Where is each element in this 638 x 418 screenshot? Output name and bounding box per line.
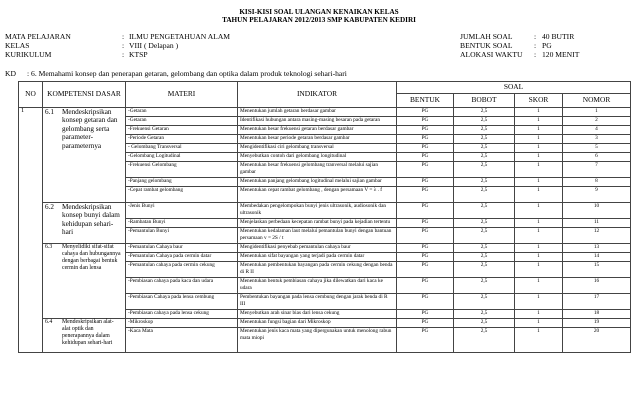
materi-cell: -Panjang gelombang bbox=[126, 178, 238, 187]
nomor-cell: 15 bbox=[563, 262, 631, 278]
meta-key-time-allocation: ALOKASI WAKTU bbox=[460, 50, 523, 60]
header-kompetensi: KOMPETENSI DASAR bbox=[43, 82, 126, 108]
materi-cell: -Getaran bbox=[126, 117, 238, 126]
bobot-cell: 2,5 bbox=[454, 219, 515, 228]
skor-cell: 1 bbox=[515, 253, 563, 262]
nomor-cell: 8 bbox=[563, 178, 631, 187]
meta-key-curriculum: KURIKULUM bbox=[5, 50, 52, 60]
meta-block bbox=[5, 32, 635, 60]
bentuk-cell: PG bbox=[397, 108, 454, 117]
skor-cell: 1 bbox=[515, 219, 563, 228]
indikator-cell: Menentukan fungsi bagian dari Mikroskop bbox=[238, 319, 397, 328]
indikator-cell: Membedakan pengelompokan bunyi jenis ultrasonik, audiosonik dan ultrasonik bbox=[238, 203, 397, 219]
meta-value-time-allocation: 120 MENIT bbox=[542, 50, 580, 60]
skor-cell: 1 bbox=[515, 108, 563, 117]
bobot-cell: 2,5 bbox=[454, 253, 515, 262]
bobot-cell: 2,5 bbox=[454, 178, 515, 187]
header-nomor: NOMOR bbox=[563, 94, 631, 108]
document-subtitle: TAHUN PELAJARAN 2012/2013 SMP KABUPATEN KEDIRI bbox=[222, 16, 416, 24]
indikator-cell: Menentukan panjang gelombang logitudinal melalui sajian gambar bbox=[238, 178, 397, 187]
bentuk-cell: PG bbox=[397, 253, 454, 262]
skor-cell: 1 bbox=[515, 126, 563, 135]
indikator-cell: Mengidentifikasi penyebab pemantulan cahaya baur bbox=[238, 244, 397, 253]
materi-cell: -Gelombang Logitudinal bbox=[126, 153, 238, 162]
meta-key-question-form: BENTUK SOAL bbox=[460, 41, 513, 51]
table-row bbox=[19, 244, 631, 253]
document-title: KISI-KISI SOAL ULANGAN KENAIKAN KELAS bbox=[239, 8, 399, 16]
nomor-cell: 10 bbox=[563, 203, 631, 219]
kd-value: : 6. Memahami konsep dan penerapan getaran, gelombang dan optika dalam produk teknologi sehari-hari bbox=[27, 69, 347, 78]
bobot-cell: 2,5 bbox=[454, 162, 515, 178]
materi-cell: -Cepat rambat gelombang bbox=[126, 187, 238, 203]
bentuk-cell: PG bbox=[397, 278, 454, 294]
competency-number: 6.1 bbox=[45, 108, 54, 116]
header-materi: MATERI bbox=[126, 82, 238, 108]
bentuk-cell: PG bbox=[397, 178, 454, 187]
bentuk-cell: PG bbox=[397, 328, 454, 353]
table-row bbox=[19, 203, 631, 219]
nomor-cell: 16 bbox=[563, 278, 631, 294]
competency-number: 6.4 bbox=[45, 319, 53, 325]
nomor-cell: 6 bbox=[563, 153, 631, 162]
skor-cell: 1 bbox=[515, 278, 563, 294]
materi-cell: -Kaca Mata bbox=[126, 328, 238, 353]
table-row bbox=[19, 319, 631, 328]
materi-cell: - Gelombang Transversal bbox=[126, 144, 238, 153]
indikator-cell: Menentukan besar periode getaran berdasar gambar bbox=[238, 135, 397, 144]
indikator-cell: Menentukan besar frekuensi gelombang tranversal melalui sajian gambar bbox=[238, 162, 397, 178]
materi-cell: -Frekuensi Gelombang bbox=[126, 162, 238, 178]
meta-value-question-count: 40 BUTIR bbox=[542, 32, 575, 41]
bobot-cell: 2,5 bbox=[454, 228, 515, 244]
indikator-cell: Menentukan jumlah getaran berdasar gambar bbox=[238, 108, 397, 117]
nomor-cell: 13 bbox=[563, 244, 631, 253]
bobot-cell: 2,5 bbox=[454, 187, 515, 203]
meta-key-class: KELAS bbox=[5, 41, 30, 51]
bobot-cell: 2,5 bbox=[454, 126, 515, 135]
bobot-cell: 2,5 bbox=[454, 135, 515, 144]
skor-cell: 1 bbox=[515, 262, 563, 278]
bentuk-cell: PG bbox=[397, 162, 454, 178]
table-row bbox=[19, 108, 631, 117]
skor-cell: 1 bbox=[515, 319, 563, 328]
bentuk-cell: PG bbox=[397, 219, 454, 228]
nomor-cell: 3 bbox=[563, 135, 631, 144]
meta-row: MATA PELAJARAN : ILMU PENGETAHUAN ALAM JUMLAH SOAL : 40 BUTIR bbox=[5, 32, 575, 41]
indikator-cell: Menjelaskan perbedaan kecepatan rambat bunyi pada kejadian tertentu bbox=[238, 219, 397, 228]
bobot-cell: 2,5 bbox=[454, 144, 515, 153]
bobot-cell: 2,5 bbox=[454, 310, 515, 319]
indikator-cell: Pembentukan bayangan pada lensa cembung dengan jarak benda di R III bbox=[238, 294, 397, 310]
skor-cell: 1 bbox=[515, 162, 563, 178]
meta-value-class: VIII ( Delapan ) bbox=[129, 41, 179, 51]
bentuk-cell: PG bbox=[397, 294, 454, 310]
meta-row: KELAS : VIII ( Delapan ) BENTUK SOAL : PG bbox=[5, 41, 552, 51]
bentuk-cell: PG bbox=[397, 187, 454, 203]
materi-cell: -Rambatan Bunyi bbox=[126, 219, 238, 228]
bentuk-cell: PG bbox=[397, 228, 454, 244]
bobot-cell: 2,5 bbox=[454, 153, 515, 162]
indikator-cell: Menyebutkan contoh dari gelombang longitudinal bbox=[238, 153, 397, 162]
bobot-cell: 2,5 bbox=[454, 117, 515, 126]
materi-cell: -Mikroskop bbox=[126, 319, 238, 328]
bentuk-cell: PG bbox=[397, 144, 454, 153]
bentuk-cell: PG bbox=[397, 117, 454, 126]
header-bobot: BOBOT bbox=[454, 94, 515, 108]
bobot-cell: 2,5 bbox=[454, 244, 515, 253]
nomor-cell: 7 bbox=[563, 162, 631, 178]
header-no: NO bbox=[19, 82, 43, 108]
competency-text: Mendeskripsikan konsep getaran dan gelombang serta parameter-parameternya bbox=[62, 108, 118, 150]
indikator-cell: Menentukan sifat bayangan yang terjadi pada cermin datar bbox=[238, 253, 397, 262]
skor-cell: 1 bbox=[515, 187, 563, 203]
meta-value-subject: ILMU PENGETAHUAN ALAM bbox=[129, 32, 231, 41]
bentuk-cell: PG bbox=[397, 135, 454, 144]
nomor-cell: 18 bbox=[563, 310, 631, 319]
competency-text: Mendeskripsikan konsep bunyi dalam kehidupan sehari-hari bbox=[62, 203, 120, 237]
materi-cell: -Periode Getaran bbox=[126, 135, 238, 144]
bobot-cell: 2,5 bbox=[454, 294, 515, 310]
skor-cell: 1 bbox=[515, 228, 563, 244]
bobot-cell: 2,5 bbox=[454, 328, 515, 353]
nomor-cell: 1 bbox=[563, 108, 631, 117]
materi-cell: -Pembiasan cahaya pada lensa cekung bbox=[126, 310, 238, 319]
grid-table bbox=[18, 81, 631, 353]
kd-text: 6. Memahami konsep dan penerapan getaran, gelombang dan optika dalam produk teknologi sehari-hari bbox=[31, 69, 347, 78]
indikator-cell: Identifikasi hubungan antara masing-masing besaran pada getaran bbox=[238, 117, 397, 126]
nomor-cell: 11 bbox=[563, 219, 631, 228]
table-body bbox=[19, 108, 631, 353]
materi-cell: -Pembiasan Cahaya pada lensa cembung bbox=[126, 294, 238, 310]
nomor-cell: 19 bbox=[563, 319, 631, 328]
indikator-cell: Menentukan besar frekuensi getaran berdasar gambar bbox=[238, 126, 397, 135]
skor-cell: 1 bbox=[515, 294, 563, 310]
skor-cell: 1 bbox=[515, 153, 563, 162]
bobot-cell: 2,5 bbox=[454, 278, 515, 294]
nomor-cell: 9 bbox=[563, 187, 631, 203]
skor-cell: 1 bbox=[515, 244, 563, 253]
indikator-cell: Menentukan kedalaman laut melalui pemantulan bunyi dengan bantuan persamaan v = 2S / t bbox=[238, 228, 397, 244]
competency-cell bbox=[43, 108, 126, 203]
competency-cell bbox=[43, 319, 126, 353]
meta-value-question-form: PG bbox=[542, 41, 552, 51]
skor-cell: 1 bbox=[515, 310, 563, 319]
bentuk-cell: PG bbox=[397, 244, 454, 253]
materi-cell: -Pembiasan cahaya pada kaca dan udara bbox=[126, 278, 238, 294]
skor-cell: 1 bbox=[515, 328, 563, 353]
materi-cell: -Jenis Bunyi bbox=[126, 203, 238, 219]
competency-cell bbox=[43, 203, 126, 244]
bobot-cell: 2,5 bbox=[454, 262, 515, 278]
nomor-cell: 17 bbox=[563, 294, 631, 310]
bentuk-cell: PG bbox=[397, 153, 454, 162]
indikator-cell: Menentukan cepat rambat gelombang , dengan persamaan V = λ . f bbox=[238, 187, 397, 203]
meta-key-question-count: JUMLAH SOAL bbox=[460, 32, 513, 41]
kd-key: KD bbox=[5, 69, 16, 78]
meta-key-subject: MATA PELAJARAN bbox=[5, 32, 71, 41]
skor-cell: 1 bbox=[515, 178, 563, 187]
nomor-cell: 14 bbox=[563, 253, 631, 262]
materi-cell: -Pemantulan Bunyi bbox=[126, 228, 238, 244]
header-soal: SOAL bbox=[397, 82, 631, 94]
competency-text: Mendeskripsikan alat-alat optik dan penerapannya dalam kehidupan sehari-hari bbox=[62, 319, 114, 347]
competency-text: Menyelidiki sifat-sifat cahaya dan hubungannya dengan berbagai bentuk cermin dan lensa bbox=[62, 244, 121, 272]
materi-cell: -Pemantulan Cahaya baur bbox=[126, 244, 238, 253]
nomor-cell: 2 bbox=[563, 117, 631, 126]
competency-number: 6.3 bbox=[45, 244, 53, 250]
meta-row: KURIKULUM : KTSP ALOKASI WAKTU : 120 MENIT bbox=[5, 50, 580, 60]
bobot-cell: 2,5 bbox=[454, 203, 515, 219]
materi-cell: -Frekuensi Getaran bbox=[126, 126, 238, 135]
bobot-cell: 2,5 bbox=[454, 108, 515, 117]
header-skor: SKOR bbox=[515, 94, 563, 108]
skor-cell: 1 bbox=[515, 203, 563, 219]
nomor-cell: 5 bbox=[563, 144, 631, 153]
indikator-cell: Menyebutkan arah sinar bias dari lensa cekung bbox=[238, 310, 397, 319]
indikator-cell: Menentukan pembentukan bayangan pada cermin cekung dengan benda di R II bbox=[238, 262, 397, 278]
bentuk-cell: PG bbox=[397, 310, 454, 319]
bentuk-cell: PG bbox=[397, 203, 454, 219]
skor-cell: 1 bbox=[515, 144, 563, 153]
skor-cell: 1 bbox=[515, 117, 563, 126]
competency-number: 6.2 bbox=[45, 203, 54, 211]
indikator-cell: Menentukan jenis kaca mata yang dipergunakan untuk menolong rabun mata miopi bbox=[238, 328, 397, 353]
nomor-cell: 20 bbox=[563, 328, 631, 353]
bentuk-cell: PG bbox=[397, 126, 454, 135]
header-indikator: INDIKATOR bbox=[238, 82, 397, 108]
materi-cell: -Pemantulan cahaya pada cermin cekung bbox=[126, 262, 238, 278]
nomor-cell: 12 bbox=[563, 228, 631, 244]
materi-cell: -Pemantulan Cahaya pada cermin datar bbox=[126, 253, 238, 262]
header-bentuk: BENTUK bbox=[397, 94, 454, 108]
skor-cell: 1 bbox=[515, 135, 563, 144]
materi-cell: -Getaran bbox=[126, 108, 238, 117]
bobot-cell: 2,5 bbox=[454, 319, 515, 328]
bentuk-cell: PG bbox=[397, 319, 454, 328]
indikator-cell: Menentukan bentuk pembiasan cahaya jika dilewatkan dari kaca ke udara bbox=[238, 278, 397, 294]
indikator-cell: Mengidentifikasi ciri gelombang transversal bbox=[238, 144, 397, 153]
bentuk-cell: PG bbox=[397, 262, 454, 278]
meta-value-curriculum: KTSP bbox=[129, 50, 148, 60]
nomor-cell: 4 bbox=[563, 126, 631, 135]
competency-cell bbox=[43, 244, 126, 319]
row-number: 1 bbox=[19, 108, 43, 353]
